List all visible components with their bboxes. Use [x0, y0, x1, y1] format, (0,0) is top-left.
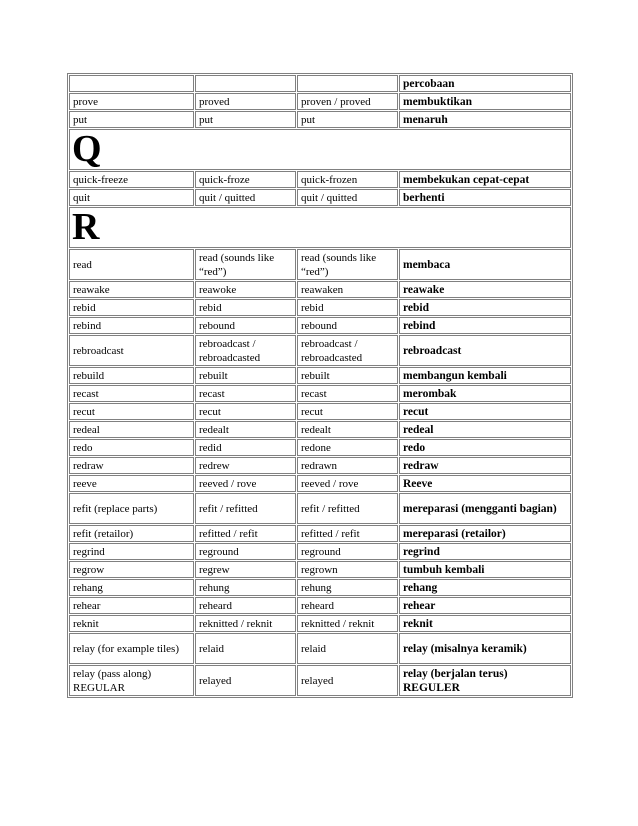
verbs-table-body — [69, 75, 571, 696]
past-tense-cell: redid — [195, 439, 296, 456]
past-tense-cell: reeved / rove — [195, 475, 296, 492]
verb-row — [69, 543, 571, 560]
verb-row — [69, 317, 571, 334]
base-form-cell: reeve — [69, 475, 194, 492]
translation-cell: mereparasi (retailor) — [399, 525, 571, 542]
past-participle-cell: quit / quitted — [297, 189, 398, 206]
verb-row — [69, 457, 571, 474]
past-tense-cell: put — [195, 111, 296, 128]
past-participle-cell: relaid — [297, 633, 398, 664]
past-tense-cell: reheard — [195, 597, 296, 614]
past-participle-cell: reheard — [297, 597, 398, 614]
base-form-cell: rehear — [69, 597, 194, 614]
base-form-cell: prove — [69, 93, 194, 110]
letter-section-header — [69, 129, 571, 170]
past-tense-cell: redrew — [195, 457, 296, 474]
verb-row — [69, 249, 571, 280]
translation-cell: Reeve — [399, 475, 571, 492]
base-form-cell: recut — [69, 403, 194, 420]
past-participle-cell: rebid — [297, 299, 398, 316]
verb-row — [69, 665, 571, 696]
past-participle-cell: reeved / rove — [297, 475, 398, 492]
past-participle-cell: recast — [297, 385, 398, 402]
verb-row — [69, 281, 571, 298]
base-form-cell: quit — [69, 189, 194, 206]
past-participle-cell: quick-frozen — [297, 171, 398, 188]
translation-cell: membangun kembali — [399, 367, 571, 384]
verb-row — [69, 93, 571, 110]
past-tense-cell: quick-froze — [195, 171, 296, 188]
past-tense-cell: reawoke — [195, 281, 296, 298]
verb-row — [69, 335, 571, 366]
past-participle-cell: read (sounds like “red”) — [297, 249, 398, 280]
base-form-cell: redo — [69, 439, 194, 456]
base-form-cell: reawake — [69, 281, 194, 298]
base-form-cell: redeal — [69, 421, 194, 438]
base-form-cell: refit (replace parts) — [69, 493, 194, 524]
translation-cell: relay (misalnya keramik) — [399, 633, 571, 664]
irregular-verbs-table — [67, 73, 573, 698]
past-participle-cell: put — [297, 111, 398, 128]
past-tense-cell: refitted / refit — [195, 525, 296, 542]
translation-cell: redeal — [399, 421, 571, 438]
verb-row — [69, 561, 571, 578]
past-participle-cell: redrawn — [297, 457, 398, 474]
past-participle-cell: rebuilt — [297, 367, 398, 384]
translation-cell: rehang — [399, 579, 571, 596]
past-tense-cell: rebound — [195, 317, 296, 334]
past-tense-cell: quit / quitted — [195, 189, 296, 206]
past-participle-cell: relayed — [297, 665, 398, 696]
base-form-cell: relay (for example tiles) — [69, 633, 194, 664]
past-participle-cell: recut — [297, 403, 398, 420]
translation-cell: relay (berjalan terus) REGULER — [399, 665, 571, 696]
translation-cell: reawake — [399, 281, 571, 298]
past-participle-cell: rebound — [297, 317, 398, 334]
verb-row — [69, 111, 571, 128]
past-tense-cell: refit / refitted — [195, 493, 296, 524]
past-tense-cell: rebid — [195, 299, 296, 316]
past-participle-cell: redone — [297, 439, 398, 456]
section-letter: R — [69, 207, 571, 248]
past-participle-cell: redealt — [297, 421, 398, 438]
verb-row — [69, 299, 571, 316]
verb-row — [69, 597, 571, 614]
past-tense-cell: rehung — [195, 579, 296, 596]
base-form-cell: rebroadcast — [69, 335, 194, 366]
base-form-cell: put — [69, 111, 194, 128]
past-participle-cell: regrown — [297, 561, 398, 578]
verb-row — [69, 493, 571, 524]
translation-cell: membekukan cepat-cepat — [399, 171, 571, 188]
verb-row — [69, 367, 571, 384]
base-form-cell: rebuild — [69, 367, 194, 384]
verb-row — [69, 403, 571, 420]
past-tense-cell: relayed — [195, 665, 296, 696]
past-tense-cell: proved — [195, 93, 296, 110]
past-tense-cell: relaid — [195, 633, 296, 664]
past-tense-cell — [195, 75, 296, 92]
verb-row — [69, 525, 571, 542]
base-form-cell: reknit — [69, 615, 194, 632]
translation-cell: tumbuh kembali — [399, 561, 571, 578]
translation-cell: rehear — [399, 597, 571, 614]
past-participle-cell — [297, 75, 398, 92]
translation-cell: regrind — [399, 543, 571, 560]
past-participle-cell: reknitted / reknit — [297, 615, 398, 632]
verb-row — [69, 385, 571, 402]
verb-row — [69, 579, 571, 596]
past-tense-cell: recut — [195, 403, 296, 420]
translation-cell: membuktikan — [399, 93, 571, 110]
verb-row — [69, 633, 571, 664]
past-tense-cell: reknitted / reknit — [195, 615, 296, 632]
past-participle-cell: rebroadcast / rebroadcasted — [297, 335, 398, 366]
translation-cell: redraw — [399, 457, 571, 474]
base-form-cell: rebind — [69, 317, 194, 334]
translation-cell: percobaan — [399, 75, 571, 92]
verb-row — [69, 189, 571, 206]
past-tense-cell: rebuilt — [195, 367, 296, 384]
past-participle-cell: refit / refitted — [297, 493, 398, 524]
translation-cell: merombak — [399, 385, 571, 402]
base-form-cell: redraw — [69, 457, 194, 474]
translation-cell: recut — [399, 403, 571, 420]
translation-cell: mereparasi (mengganti bagian) — [399, 493, 571, 524]
base-form-cell: read — [69, 249, 194, 280]
past-tense-cell: rebroadcast / rebroadcasted — [195, 335, 296, 366]
translation-cell: membaca — [399, 249, 571, 280]
base-form-cell — [69, 75, 194, 92]
past-tense-cell: regrew — [195, 561, 296, 578]
base-form-cell: recast — [69, 385, 194, 402]
past-participle-cell: reawaken — [297, 281, 398, 298]
verb-row — [69, 75, 571, 92]
translation-cell: berhenti — [399, 189, 571, 206]
translation-cell: menaruh — [399, 111, 571, 128]
past-tense-cell: redealt — [195, 421, 296, 438]
translation-cell: rebid — [399, 299, 571, 316]
letter-section-header — [69, 207, 571, 248]
past-tense-cell: reground — [195, 543, 296, 560]
verb-row — [69, 421, 571, 438]
past-participle-cell: reground — [297, 543, 398, 560]
translation-cell: redo — [399, 439, 571, 456]
base-form-cell: quick-freeze — [69, 171, 194, 188]
past-tense-cell: recast — [195, 385, 296, 402]
past-participle-cell: proven / proved — [297, 93, 398, 110]
past-participle-cell: rehung — [297, 579, 398, 596]
translation-cell: rebroadcast — [399, 335, 571, 366]
base-form-cell: rehang — [69, 579, 194, 596]
section-letter: Q — [69, 129, 571, 170]
base-form-cell: rebid — [69, 299, 194, 316]
verb-row — [69, 475, 571, 492]
base-form-cell: relay (pass along) REGULAR — [69, 665, 194, 696]
verb-row — [69, 439, 571, 456]
past-tense-cell: read (sounds like “red”) — [195, 249, 296, 280]
base-form-cell: regrind — [69, 543, 194, 560]
translation-cell: reknit — [399, 615, 571, 632]
verb-row — [69, 615, 571, 632]
base-form-cell: regrow — [69, 561, 194, 578]
past-participle-cell: refitted / refit — [297, 525, 398, 542]
translation-cell: rebind — [399, 317, 571, 334]
verb-row — [69, 171, 571, 188]
base-form-cell: refit (retailor) — [69, 525, 194, 542]
